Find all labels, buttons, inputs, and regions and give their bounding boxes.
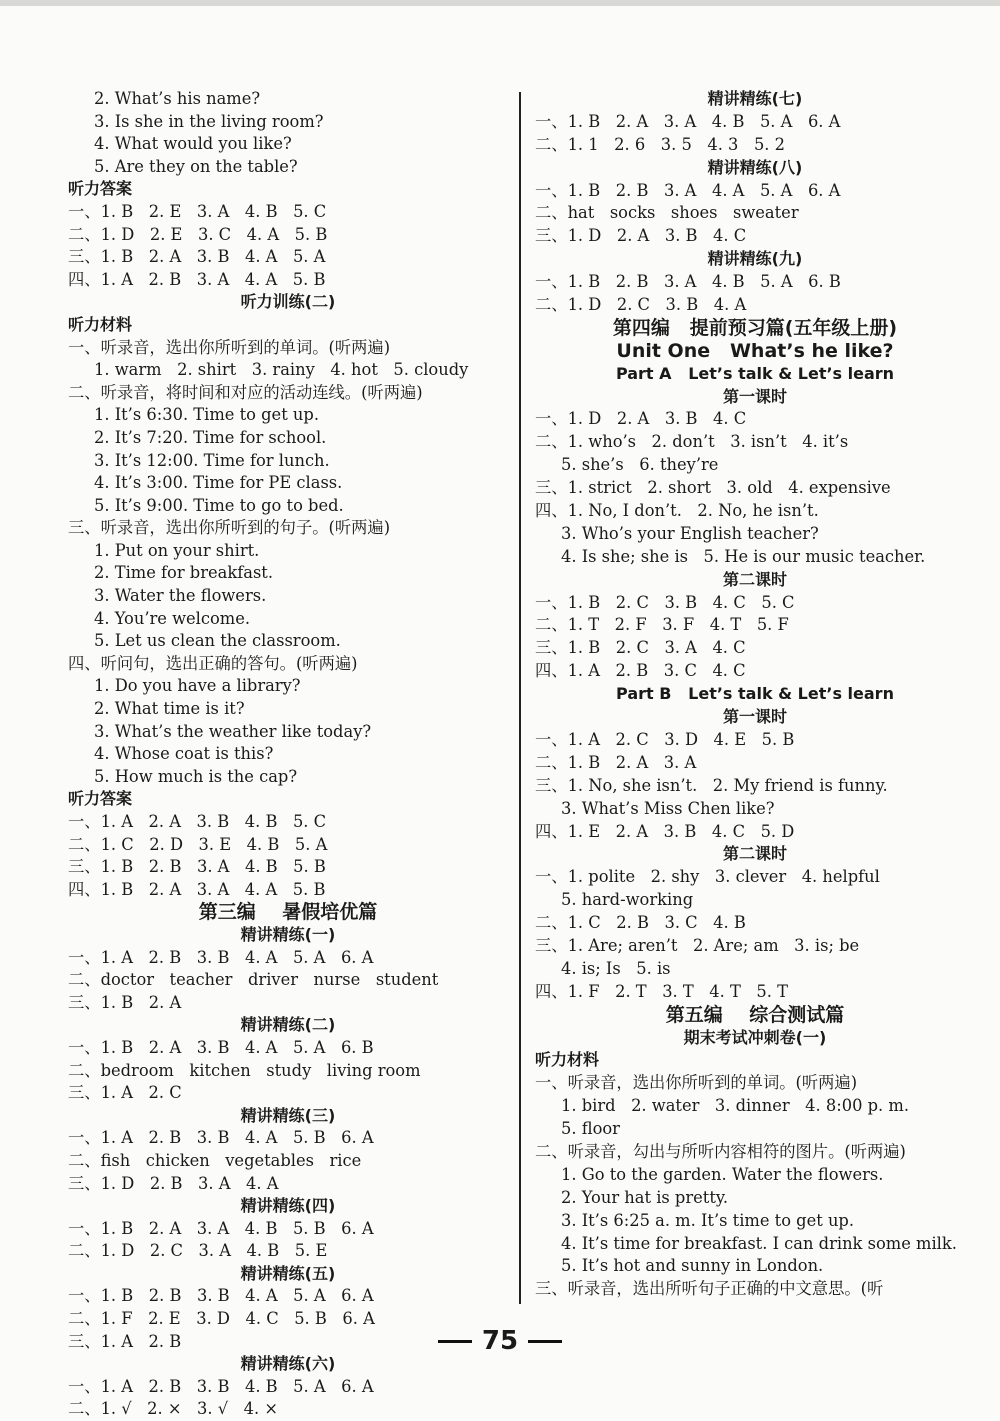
answer-line: 三、1. B 2. B 3. A 4. B 5. B <box>68 857 326 877</box>
answer-line: 一、1. A 2. B 3. B 4. B 5. A 6. A <box>68 1376 374 1396</box>
section-heading: Part A Let’s talk & Let’s learn <box>615 363 895 383</box>
answer-line: 二、1. D 2. C 3. A 4. B 5. E <box>68 1241 328 1261</box>
answer-line: 3. What’s the weather like today? <box>94 721 372 741</box>
answer-line: 一、1. D 2. A 3. B 4. C <box>535 409 747 429</box>
answer-line: 二、1. F 2. E 3. D 4. C 5. B 6. A <box>68 1309 375 1329</box>
answer-line: 一、1. B 2. B 3. A 4. B 5. A 6. B <box>535 272 841 292</box>
section-heading: 第一课时 <box>722 707 787 727</box>
section-heading: 精讲精练(一) <box>240 924 336 944</box>
answer-line: 二、1. B 2. A 3. A <box>535 752 697 772</box>
answer-line: 二、1. C 2. D 3. E 4. B 5. A <box>68 834 328 854</box>
section-heading: 精讲精练(八) <box>707 157 803 177</box>
answer-line: 2. Your hat is pretty. <box>561 1187 729 1207</box>
answer-line: 三、1. D 2. A 3. B 4. C <box>535 226 747 246</box>
answer-line: 1. Put on your shirt. <box>94 540 260 560</box>
section-heading: 第一课时 <box>722 386 787 406</box>
answer-line: 一、1. A 2. A 3. B 4. B 5. C <box>68 812 327 831</box>
answer-line: 3. What’s Miss Chen like? <box>561 798 775 818</box>
answer-line: 5. hard-working <box>561 890 694 910</box>
page-number: 75 <box>481 1326 519 1356</box>
answer-line: 三、1. B 2. A 3. B 4. A 5. A <box>68 247 326 267</box>
answer-line: 一、1. B 2. B 3. B 4. A 5. A 6. A <box>68 1286 374 1306</box>
answer-line: 3. It’s 12:00. Time for lunch. <box>94 450 330 470</box>
section-heading: Part B Let’s talk & Let’s learn <box>616 684 894 704</box>
answer-line: 1. It’s 6:30. Time to get up. <box>94 405 319 425</box>
answer-line: 4. Is she; she is 5. He is our music teacher. <box>561 546 926 566</box>
answer-line: 四、听问句，选出正确的答句。(听两遍) <box>68 653 358 673</box>
section-heading: 精讲精练(四) <box>240 1196 336 1216</box>
answer-line: 二、hat socks shoes sweater <box>535 203 799 223</box>
answer-line: 4. is; Is 5. is <box>561 958 671 978</box>
answer-line: 3. It’s 6:25 a. m. It’s time to get up. <box>561 1210 855 1230</box>
answer-line: 二、1. T 2. F 3. F 4. T 5. F <box>535 615 789 635</box>
answer-line: 三、1. A 2. B <box>68 1331 182 1351</box>
answer-line: 一、听录音，选出你所听到的单词。(听两遍) <box>535 1073 858 1093</box>
section-heading: 精讲精练(五) <box>240 1263 336 1283</box>
section-heading: 第二课时 <box>722 844 787 864</box>
answer-line: 二、1. √ 2. × 3. √ 4. × <box>68 1399 279 1419</box>
answer-line: 2. Time for breakfast. <box>94 563 274 583</box>
answer-line: 2. What’s his name? <box>94 89 261 108</box>
answer-line: 二、1. D 2. C 3. B 4. A <box>535 295 747 315</box>
section-heading: 听力答案 <box>68 789 133 809</box>
section-heading: 听力训练(二) <box>240 292 336 312</box>
answer-line: 1. warm 2. shirt 3. rainy 4. hot 5. cloudy <box>94 360 469 380</box>
right-column <box>535 88 975 1301</box>
answer-line: 5. It’s 9:00. Time to go to bed. <box>94 495 344 515</box>
answer-line: 二、bedroom kitchen study living room <box>68 1060 421 1080</box>
answer-line: 一、1. B 2. A 3. A 4. B 5. B 6. A <box>68 1218 374 1238</box>
answer-line: 3. Water the flowers. <box>94 586 267 606</box>
answer-line: 三、听录音，选出所听句子正确的中文意思。(听 <box>535 1279 884 1299</box>
answer-line: 二、doctor teacher driver nurse student <box>68 970 439 990</box>
answer-line: 4. It’s time for breakfast. I can drink some milk. <box>561 1233 957 1253</box>
answer-line: 三、1. Are; aren’t 2. Are; am 3. is; be <box>535 935 860 955</box>
answer-line: 5. Let us clean the classroom. <box>94 631 341 651</box>
answer-line: 1. Do you have a library? <box>94 676 301 696</box>
answer-line: 四、1. A 2. B 3. C 4. C <box>535 661 746 681</box>
answer-line: 4. You’re welcome. <box>94 608 251 628</box>
answer-line: 三、1. strict 2. short 3. old 4. expensive <box>535 478 891 498</box>
section-heading: 听力材料 <box>68 314 133 334</box>
section-heading: 听力答案 <box>68 179 133 199</box>
answer-line: 二、1. 1 2. 6 3. 5 4. 3 5. 2 <box>535 134 786 154</box>
answer-line: 二、1. C 2. B 3. C 4. B <box>535 913 746 933</box>
answer-line: 5. she’s 6. they’re <box>561 455 719 475</box>
answer-line: 4. It’s 3:00. Time for PE class. <box>94 473 343 493</box>
answer-line: 5. Are they on the table? <box>94 156 298 176</box>
answer-line: 5. floor <box>561 1119 620 1139</box>
page-number-dash-left <box>438 1340 472 1343</box>
page-number-footer <box>0 1326 1000 1356</box>
answer-line: 一、1. A 2. B 3. B 4. A 5. B 6. A <box>68 1128 374 1148</box>
section-heading: 听力材料 <box>535 1050 600 1070</box>
section-heading: 第二课时 <box>722 569 787 589</box>
answer-line: 一、1. polite 2. shy 3. clever 4. helpful <box>535 867 880 887</box>
answer-line: 四、1. A 2. B 3. A 4. A 5. B <box>68 269 326 289</box>
answer-line: 2. It’s 7:20. Time for school. <box>94 427 327 447</box>
section-title: Unit One What’s he like? <box>616 339 894 362</box>
answer-line: 四、1. B 2. A 3. A 4. A 5. B <box>68 879 326 899</box>
section-title: 第三编 暑假培优篇 <box>198 901 378 924</box>
answer-line: 四、1. F 2. T 3. T 4. T 5. T <box>535 981 788 1001</box>
answer-line: 四、1. No, I don’t. 2. No, he isn’t. <box>535 501 819 521</box>
answer-line: 二、1. D 2. E 3. C 4. A 5. B <box>68 224 328 244</box>
answer-line: 三、1. B 2. A <box>68 992 182 1012</box>
answer-line: 三、1. D 2. B 3. A 4. A <box>68 1173 279 1193</box>
top-edge-bar <box>0 0 1000 6</box>
section-heading: 精讲精练(九) <box>707 249 803 269</box>
answer-line: 1. Go to the garden. Water the flowers. <box>561 1164 884 1184</box>
section-heading: 精讲精练(六) <box>240 1354 336 1374</box>
left-column <box>68 88 508 1421</box>
answer-line: 一、听录音，选出你所听到的单词。(听两遍) <box>68 337 391 357</box>
answer-line: 三、1. B 2. C 3. A 4. C <box>535 638 746 658</box>
answer-line: 一、1. A 2. C 3. D 4. E 5. B <box>535 729 795 749</box>
answer-line: 二、fish chicken vegetables rice <box>68 1150 362 1170</box>
answer-line: 一、1. B 2. C 3. B 4. C 5. C <box>535 592 795 612</box>
answer-line: 一、1. B 2. E 3. A 4. B 5. C <box>68 201 327 221</box>
column-divider <box>519 92 521 1304</box>
answer-line: 二、1. who’s 2. don’t 3. isn’t 4. it’s <box>535 432 849 452</box>
answer-line: 一、1. B 2. A 3. B 4. A 5. A 6. B <box>68 1037 374 1057</box>
answer-line: 二、听录音，将时间和对应的活动连线。(听两遍) <box>68 382 423 402</box>
answer-line: 一、1. A 2. B 3. B 4. A 5. A 6. A <box>68 947 374 967</box>
section-heading: 期末考试冲刺卷(一) <box>683 1027 827 1047</box>
answer-line: 一、1. B 2. B 3. A 4. A 5. A 6. A <box>535 180 841 200</box>
answer-line: 1. bird 2. water 3. dinner 4. 8:00 p. m. <box>561 1096 909 1116</box>
answer-line: 四、1. E 2. A 3. B 4. C 5. D <box>535 821 795 841</box>
section-heading: 精讲精练(三) <box>240 1105 336 1125</box>
answer-line: 3. Is she in the living room? <box>94 111 324 131</box>
answer-line: 三、1. No, she isn’t. 2. My friend is funny. <box>535 775 888 795</box>
section-heading: 精讲精练(七) <box>707 89 803 108</box>
answer-line: 4. What would you like? <box>94 134 292 154</box>
section-title: 第四编 提前预习篇(五年级上册) <box>612 316 898 339</box>
answer-line: 5. How much is the cap? <box>94 766 298 786</box>
section-title: 第五编 综合测试篇 <box>665 1003 845 1026</box>
answer-line: 三、1. A 2. C <box>68 1083 182 1103</box>
answer-line: 二、听录音，勾出与所听内容相符的图片。(听两遍) <box>535 1141 906 1161</box>
answer-line: 4. Whose coat is this? <box>94 744 274 764</box>
section-heading: 精讲精练(二) <box>240 1015 336 1035</box>
page-number-dash-right <box>528 1340 562 1343</box>
answer-line: 3. Who’s your English teacher? <box>561 523 819 543</box>
answer-line: 三、听录音，选出你所听到的句子。(听两遍) <box>68 518 391 538</box>
answer-line: 2. What time is it? <box>94 699 245 719</box>
answer-line: 一、1. B 2. A 3. A 4. B 5. A 6. A <box>535 111 841 131</box>
answer-line: 5. It’s hot and sunny in London. <box>561 1256 824 1276</box>
